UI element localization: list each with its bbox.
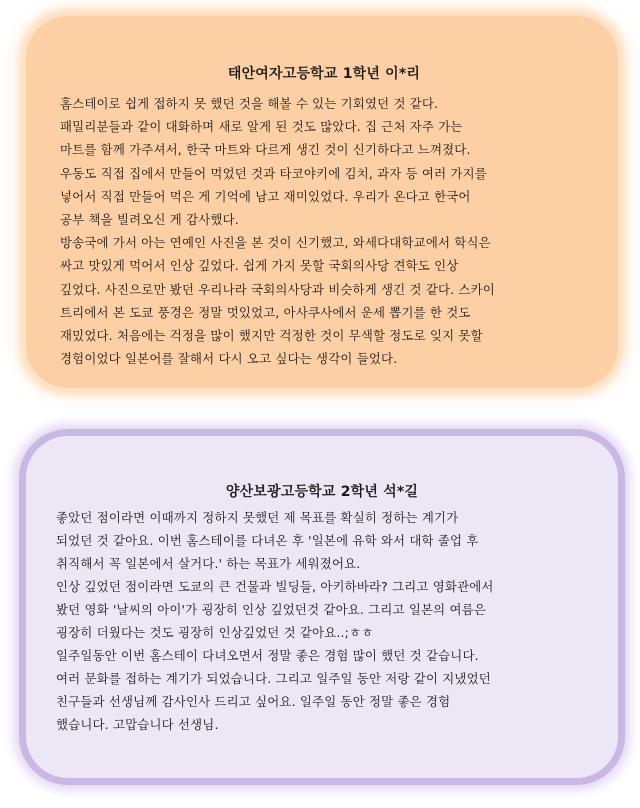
testimonial-card-2 [26,436,618,778]
card-1-line: 경험이었다 일본어를 잘해서 다시 오고 싶다는 생각이 들었다. [60,351,398,367]
card-1-line: 홈스테이로 쉽게 접하지 못 했던 것을 해볼 수 있는 기회였던 것 같다. [60,96,439,111]
testimonial-card-1 [26,16,618,388]
card-1-line: 패밀리분들과 같이 대화하며 새로 알게 된 것도 많았다. 집 근처 자주 가는 [60,119,463,135]
card-1-line: 트리에서 본 도쿄 풍경은 정말 멋있었고, 아사쿠사에서 운세 뽑기를 한 것도 [60,304,471,320]
card-1-line: 깊었다. 사진으로만 봤던 우리나라 국회의사당과 비슷하게 생긴 것 같다. 스카이 [60,281,495,297]
card-2-line: 취직해서 꼭 일본에서 살거다.' 하는 목표가 세워졌어요. [56,556,361,571]
card-2-line: 굉장히 더웠다는 것도 굉장히 인상깊었던 것 같아요..;ㅎㅎ [56,625,374,640]
card-2-title: 양산보광고등학교 2학년 석*길 [225,484,419,500]
card-1-line: 공부 책을 빌려오신 게 감사했다. [60,212,239,228]
card-2-line: 여러 문화를 접하는 계기가 되었습니다. 그리고 일주일 동안 저랑 같이 지냈었던 [56,671,491,686]
card-1-line: 방송국에 가서 아는 연예인 사진을 본 것이 신기했고, 와세다대학교에서 학식은 [60,235,491,251]
card-1-body [60,92,588,370]
card-1-line: 재밌었다. 처음에는 걱정을 많이 했지만 걱정한 것이 무색할 정도로 잊지 못할 [60,328,483,344]
card-2-line: 일주일동안 이번 홈스테이 다녀오면서 정말 좋은 경험 많이 했던 것 같습니다. [56,648,479,663]
card-2-line: 인상 깊었던 점이라면 도쿄의 큰 건물과 빌딩들, 아키하바라? 그리고 영화관에서 [56,579,494,594]
card-2-line: 했습니다. 고맙습니다 선생님. [56,717,219,732]
card-2-line: 친구들과 선생님께 감사인사 드리고 싶어요. 일주일 동안 정말 좋은 경험 [56,694,451,709]
card-1-line: 우동도 직접 집에서 만들어 먹었던 것과 타코야키에 김치, 과자 등 여러 가지를 [60,165,487,181]
card-2-line: 되었던 것 같아요. 이번 홈스테이를 다녀온 후 '일본에 유학 와서 대학 졸업 후 [56,533,479,548]
card-1-title: 태안여자고등학교 1학년 이*리 [227,66,421,82]
card-1-line: 싸고 맛있게 먹어서 인상 깊었다. 쉽게 가지 못할 국회의사당 견학도 인상 [60,258,459,274]
card-2-line: 봤던 영화 '날씨의 아이'가 굉장히 인상 깊었던것 같아요. 그리고 일본의 여름은 [56,602,486,617]
card-1-line: 넣어서 직접 만들어 먹은 게 기억에 남고 재미있었다. 우리가 온다고 한국어 [60,188,471,204]
card-1-line: 마트를 함께 가주셔서, 한국 마트와 다르게 생긴 것이 신기하다고 느껴졌다. [60,142,471,158]
card-2-line: 좋았던 점이라면 이때까지 정하지 못했던 제 목표를 확실히 정하는 계기가 [56,510,459,525]
card-2-body [56,506,588,736]
